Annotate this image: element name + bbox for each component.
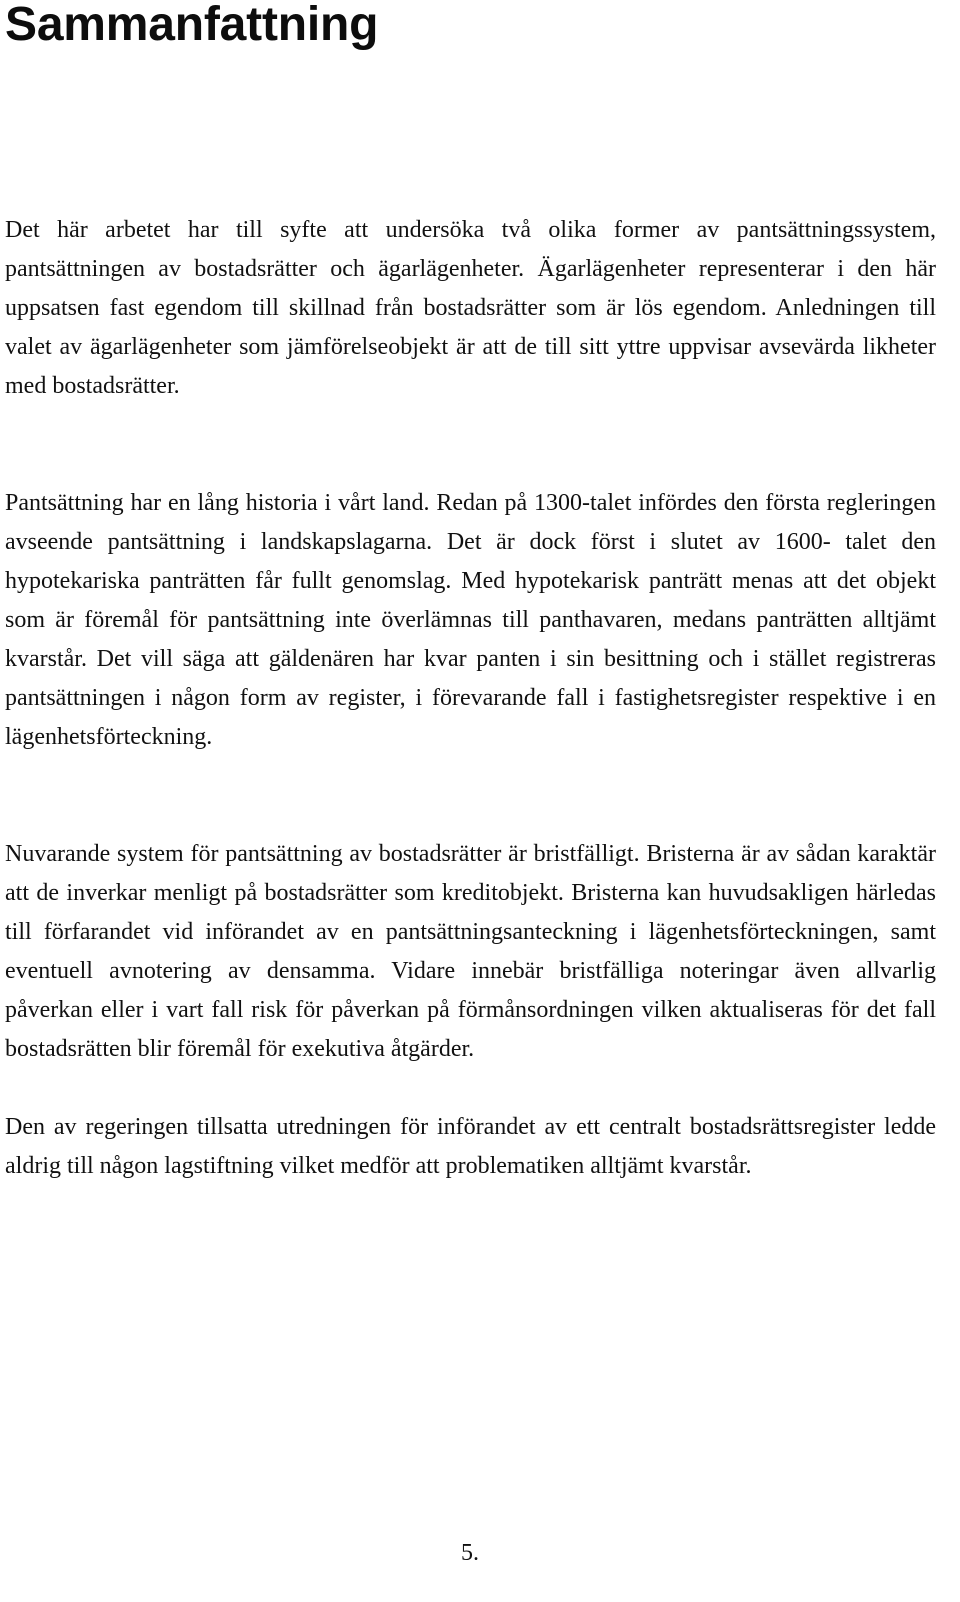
paragraph-history: Pantsättning har en lång historia i vårt land. Redan på 1300-talet infördes den första regleringen avseende pantsättning i landskapslagarna. Det är dock först i slutet av 1600- talet den hypotekariska panträtten får fullt genomslag. Med hypotekarisk panträtt menas att det objekt som är föremål för pantsättning inte överlämnas till panthavaren, medans panträtten alltjämt kvarstår. Det vill säga att gäldenären har kvar panten i sin besittning och i stället registreras pantsättningen i någon form av register, i förevarande fall i fastighetsregister respektive i en lägenhetsförteckning. xyxy=(5,490,936,750)
paragraph-current-system: Nuvarande system för pantsättning av bostadsrätter är bristfälligt. Bristerna är av sådan karaktär att de inverkar menligt på bostadsrätter som kreditobjekt. Bristerna kan huvudsakligen härledas till förfarandet vid införandet av en pantsättningsanteckning i lägenhetsförteckningen, samt eventuell avnotering av densamma. Vidare innebär bristfälliga noteringar även allvarlig påverkan eller i vart fall risk för påverkan på förmånsordningen vilken aktualiseras för det fall bostadsrätten blir föremål för exekutiva åtgärder. xyxy=(5,841,936,1062)
paragraph-purpose: Det här arbetet har till syfte att undersöka två olika former av pantsättningssystem, pantsättningen av bostadsrätter och ägarlägenheter. Ägarlägenheter representerar i den här uppsatsen fast egendom till skillnad från bostadsrätter som är lös egendom. Anledningen till valet av ägarlägenheter som jämförelseobjekt är att de till sitt yttre uppvisar avsevärda likheter med bostadsrätter. xyxy=(5,217,936,399)
paragraph-conclusion: Den av regeringen tillsatta utredningen för införandet av ett centralt bostadsrättsregister ledde aldrig till någon lagstiftning vilket medför att problematiken alltjämt kvarstår. xyxy=(5,1114,936,1179)
page-title: Sammanfattning xyxy=(5,0,379,51)
page-number: 5. xyxy=(461,1540,479,1566)
